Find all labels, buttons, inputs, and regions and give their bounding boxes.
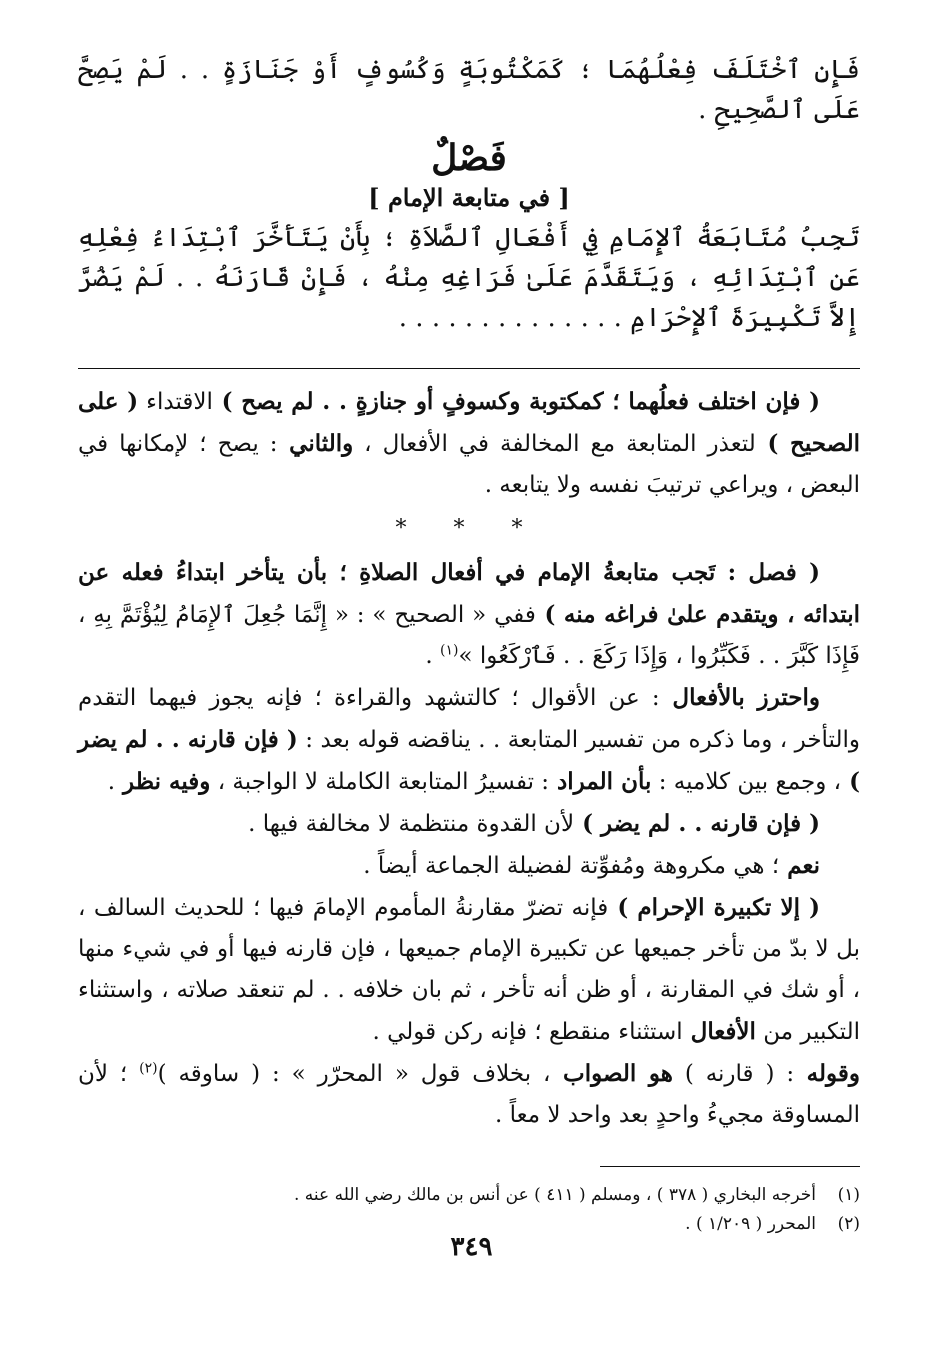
bold-text-run: والثاني [277,430,354,457]
text-run: ؛ لأن المساوقة مجيءُ واحدٍ بعد واحد لا معاً . [78,1061,860,1128]
text-run: لتعذر المتابعة مع المخالفة في الأفعال ، [353,431,756,457]
footnote-number: (٢) [837,1214,860,1234]
bold-text-run: الأفعال [682,1018,756,1045]
text-run: ، وجمع بين كلاميه : [651,769,842,795]
sharh-paragraph [78,887,860,1053]
bold-text-run: واحترز بالأفعال [659,684,820,711]
text-run: . [107,769,116,795]
sharh-text [78,381,860,1136]
sharh-paragraph [78,1053,860,1136]
text-run: : تفسيرُ المتابعة الكاملة لا الواجبة ، [210,769,550,795]
footnote-ref: (٢) [139,1060,158,1077]
bold-text-run: ( فصل : تَجب متابعةُ الإمام في أفعال الصلاةِ ؛ بأن يتأخر ابتداءُ فعله عن ابتدائه ، ويتقدم علىٰ فراغه منه ) [78,559,860,628]
text-run: الاقتداء [138,389,213,415]
text-run: ؛ هي مكروهة ومُفوِّتة لفضيلة الجماعة أيضاً . [363,853,780,879]
text-run: : ( قارنه ) [672,1061,795,1087]
sharh-paragraph [78,845,860,887]
bold-text-run: هو الصواب [550,1060,673,1087]
bold-text-run: بأن المراد [549,768,652,795]
matn-paragraph: تَجِبُ مُتَابَعَةُ ٱلإِمَامِ فِي أَفْعَالِ ٱلصَّلاَةِ ؛ بِأَنْ يَتَأَخَّرَ ٱبْتِدَاءُ فِعْلِهِ عَنِ ٱبْتِدَائِهِ ، وَيَتَقَدَّمَ عَلَىٰ فَرَاغِهِ مِنْهُ ، فَإِنْ قَارَنَهُ . . لَمْ يَضُرَّ إِلاَّ تَكْبِيرَةَ ٱلإِحْرَامِ . . . . . . . . . . . . . . [78,223,860,333]
bold-text-run: ( فإن قارنه . . لم يضر ) [574,810,820,837]
sharh-paragraph [78,381,860,506]
matn-line: فَإِنِ ٱخْتَلَفَ فِعْلُهُمَا ؛ كَمَكْتُوبَةٍ وَكُسُوفٍ أَوْ جَنَازَةٍ . . لَمْ يَصِحَّ عَلَى ٱلصَّحِيحِ . [78,55,860,125]
text-run: استثناء منقطع ؛ فإنه ركن قولي . [372,1019,683,1045]
footnote [78,1181,860,1210]
bold-text-run: ( فإن قارنه . . لم يضر ) [78,726,860,795]
section-subheading: [ في متابعة الإمام ] [368,183,570,212]
matn-sharh-divider [78,368,860,369]
bold-text-run: ( على الصحيح ) [78,388,860,457]
text-run: ففي « الصحيح » : « إِنَّمَا جُعِلَ ٱلإِمَامُ لِيُؤْتَمَّ بِهِ ، فَإِذَا كَبَّرَ . . فَكَبِّرُوا ، وَإِذَا رَكَعَ . . فَٱرْكَعُوا » [78,602,860,669]
text-run: لأن القدوة منتظمة لا مخالفة فيها . [248,811,575,837]
separator-stars: * * * [395,516,543,541]
footnote-text: المحرر ( ١/٢٠٩ ) . [685,1214,816,1234]
bold-text-run: نعم [779,852,820,879]
page-number: ٣٤٩ [450,1232,493,1262]
footnote-number: (١) [837,1185,860,1205]
matn-text [78,50,860,338]
footnote-ref: (١) [440,642,459,659]
bold-text-run: وفيه نظر [115,768,211,795]
sharh-paragraph [78,803,860,845]
text-run: : يصح ؛ لإمكانها في البعض ، ويراعي ترتيبَ نفسه ولا يتابعه . [78,431,860,498]
section-heading: فَصْلٌ [431,137,507,179]
sharh-paragraph [78,552,860,677]
text-run: . [425,643,440,669]
footnotes [78,1181,860,1239]
bold-text-run: ( فإن اختلف فعلُهما ؛ كمكتوبة وكسوفٍ أو جنازةٍ . . لم يصح ) [212,388,820,415]
bold-text-run: وقوله [794,1060,860,1087]
book-page [78,50,860,1350]
footnote-divider [600,1166,860,1167]
bold-text-run: ( إلا تكبيرة الإحرام ) [608,894,820,921]
text-run: : عن الأقوال ؛ كالتشهد والقراءة ؛ فإنه يجوز فيهما التقدم والتأخر ، وما ذكره من تفسير المتابعة . . يناقضه قوله بعد : [78,685,860,753]
text-run: فإنه تضرّ مقارنةُ المأموم الإمامَ فيها ؛ للحديث السالف ، بل لا بدّ من تأخر جميعها عن تكبيرة الإمام جميعها ، فإن قارنه فيها أو في شيء منها ، أو شك في المقارنة ، أو ظن أنه تأخر ، ثم بان خلافه . . لم تنعقد صلاته ، واستثناء التكبير من [78,895,860,1045]
footnote-text: أخرجه البخاري ( ٣٧٨ ) ، ومسلم ( ٤١١ ) عن أنس بن مالك رضي الله عنه . [294,1185,816,1205]
sharh-paragraph [78,677,860,803]
text-run: ، بخلاف قول « المحرّر » : ( ساوقه ) [157,1061,551,1087]
